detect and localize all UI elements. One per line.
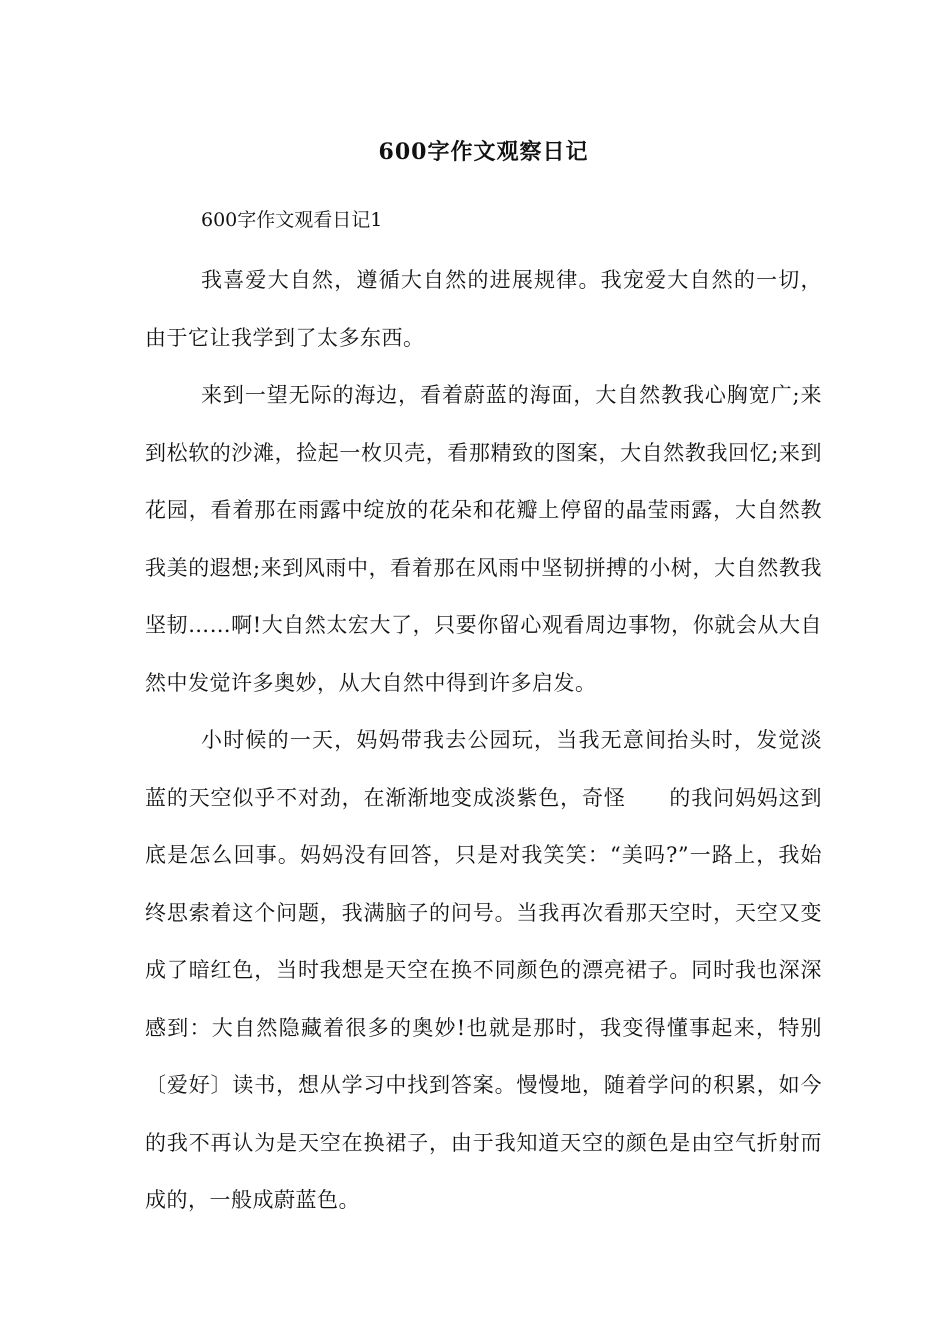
document-subtitle: 600字作文观看日记1 — [201, 209, 383, 231]
paragraph-2: 来到一望无际的海边，看着蔚蓝的海面，大自然教我心胸宽广;来到松软的沙滩，捡起一枚贝壳，看那精致的图案，大自然教我回忆;来到花园，看着那在雨露中绽放的花朵和花瓣上停留的晶莹雨露，大自然教我美的遐想;来到风雨中，看着那在风雨中坚韧拼搏的小树，大自然教我坚韧……啊!大自然太宏大了，只要你留心观看周边事物，你就会从大自然中发觉许多奥妙，从大自然中得到许多启发。 — [145, 383, 822, 695]
paragraph-1: 我喜爱大自然，遵循大自然的进展规律。我宠爱大自然的一切，由于它让我学到了太多东西。 — [145, 268, 822, 350]
document-title: 600字作文观察日记 — [378, 139, 589, 165]
paragraph-3: 小时候的一天，妈妈带我去公园玩，当我无意间抬头时，发觉淡蓝的天空似乎不对劲，在渐渐地变成淡紫色，奇怪 的我问妈妈这到底是怎么回事。妈妈没有回答，只是对我笑笑：“美吗?”一路上，我始终思索着这个问题，我满脑子的问号。当我再次看那天空时，天空又变成了暗红色，当时我想是天空在换不同颜色的漂亮裙子。同时我也深深感到：大自然隐藏着很多的奥妙!也就是那时，我变得懂事起来，特别〔爱好〕读书，想从学习中找到答案。慢慢地，随着学问的积累，如今的我不再认为是天空在换裙子，由于我知道天空的颜色是由空气折射而成的，一般成蔚蓝色。 — [145, 728, 822, 1212]
